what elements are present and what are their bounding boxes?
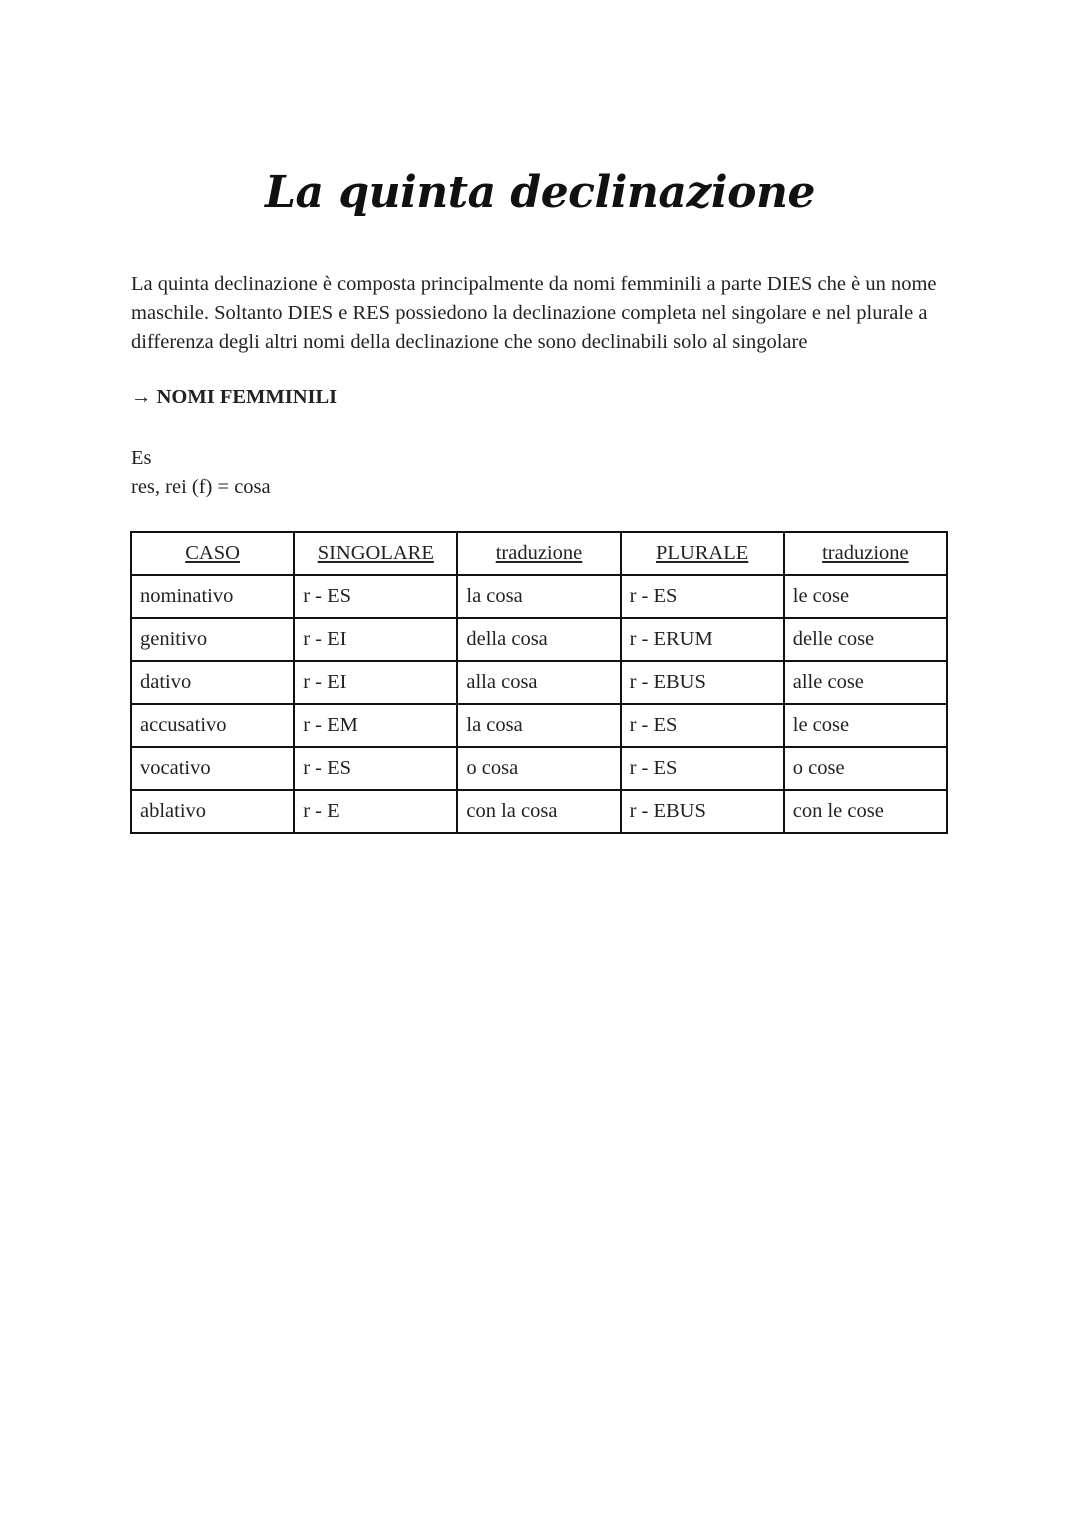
declension-table	[130, 531, 948, 834]
singular-ending-cell: r - EI	[294, 618, 457, 661]
singular-ending-cell: r - ES	[294, 575, 457, 618]
plural-ending-cell: r - ERUM	[621, 618, 784, 661]
header-singolare: SINGOLARE	[294, 532, 457, 575]
singular-translation-cell: la cosa	[457, 704, 620, 747]
table-header-row	[131, 532, 947, 575]
header-traduzione-singolare: traduzione	[457, 532, 620, 575]
plural-ending-cell: r - EBUS	[621, 790, 784, 833]
singular-translation-cell: alla cosa	[457, 661, 620, 704]
singular-translation-cell: con la cosa	[457, 790, 620, 833]
plural-ending-cell: r - ES	[621, 747, 784, 790]
example-text: res, rei (f) = cosa	[131, 476, 271, 498]
table-row	[131, 704, 947, 747]
singular-translation-cell: della cosa	[457, 618, 620, 661]
case-cell: accusativo	[131, 704, 294, 747]
plural-ending-cell: r - ES	[621, 704, 784, 747]
section-heading: → NOMI FEMMINILI	[131, 386, 338, 408]
singular-translation-cell: la cosa	[457, 575, 620, 618]
table-row	[131, 575, 947, 618]
case-cell: dativo	[131, 661, 294, 704]
singular-ending-cell: r - EM	[294, 704, 457, 747]
plural-translation-cell: le cose	[784, 704, 947, 747]
case-cell: vocativo	[131, 747, 294, 790]
plural-translation-cell: delle cose	[784, 618, 947, 661]
singular-ending-cell: r - EI	[294, 661, 457, 704]
header-plurale: PLURALE	[621, 532, 784, 575]
case-cell: genitivo	[131, 618, 294, 661]
plural-translation-cell: le cose	[784, 575, 947, 618]
plural-ending-cell: r - EBUS	[621, 661, 784, 704]
table-row	[131, 661, 947, 704]
intro-paragraph: La quinta declinazione è composta principalmente da nomi femminili a parte DIES che è un nome maschile. Soltanto DIES e RES possiedono la declinazione completa nel singolare e nel plurale a differenza degli altri nomi della declinazione che sono declinabili solo al singolare	[131, 273, 937, 353]
singular-ending-cell: r - E	[294, 790, 457, 833]
case-cell: nominativo	[131, 575, 294, 618]
plural-translation-cell: con le cose	[784, 790, 947, 833]
example-label: Es	[131, 447, 152, 469]
plural-translation-cell: alle cose	[784, 661, 947, 704]
singular-ending-cell: r - ES	[294, 747, 457, 790]
example-block	[131, 444, 271, 502]
case-cell: ablativo	[131, 790, 294, 833]
table-row	[131, 790, 947, 833]
table-row	[131, 618, 947, 661]
page-title: La quinta declinazione	[265, 167, 815, 219]
header-caso: CASO	[131, 532, 294, 575]
header-traduzione-plurale: traduzione	[784, 532, 947, 575]
table-row	[131, 747, 947, 790]
plural-ending-cell: r - ES	[621, 575, 784, 618]
plural-translation-cell: o cose	[784, 747, 947, 790]
singular-translation-cell: o cosa	[457, 747, 620, 790]
